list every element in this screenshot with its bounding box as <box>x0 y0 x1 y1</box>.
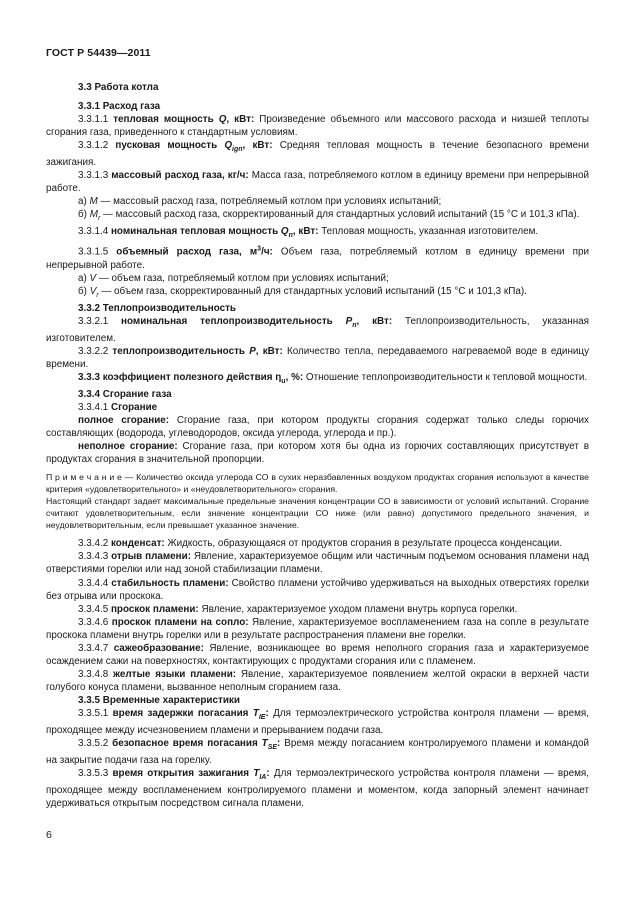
text-run: 3.3.2.1 <box>78 315 122 327</box>
page-number: 6 <box>46 829 52 841</box>
text-run: М <box>89 196 98 208</box>
paragraph <box>46 302 589 315</box>
paragraph <box>46 272 589 285</box>
paragraph <box>46 737 589 767</box>
text-run: 3.3.2.2 <box>78 345 113 357</box>
text-run: Q <box>280 226 289 238</box>
text-run: u <box>281 378 286 386</box>
text-run: Средняя тепловая мощность в течение безопасного времени зажигания. <box>46 140 589 169</box>
paragraph <box>46 767 589 810</box>
text-run: 3.3.1.5 <box>78 246 117 258</box>
text-run: P <box>249 345 256 357</box>
text-run: Тепловая мощность, указанная изготовителем. <box>318 226 539 238</box>
paragraph <box>46 100 589 113</box>
note-paragraph <box>46 472 589 496</box>
paragraph <box>46 208 589 225</box>
text-run: номинальная теплопроизводительность <box>121 315 346 327</box>
text-run: P <box>345 315 353 327</box>
text-run: 3.3.1.1 <box>78 114 114 126</box>
text-run: T <box>261 738 268 750</box>
text-run: время открытия зажигания <box>112 768 254 780</box>
text-run: T <box>253 768 260 780</box>
text-run: 3.3.4.3 <box>78 551 112 563</box>
paragraph <box>46 440 589 466</box>
text-run: , кВт: <box>292 226 319 238</box>
note-paragraph <box>46 496 589 531</box>
text-run: Явление, характеризуемое появлением желтой окраски в верхней части голубого конуса пламени, вызванное неполным сгоранием газа. <box>46 668 589 693</box>
paragraph <box>46 315 589 345</box>
text-run: Для термоэлектрического устройства контроля пламени — время, проходящее между воспламенением контролируемого пламени и моментом, когда запорный элемент начинает удерживаться открытым посредством сигнала пламени. <box>46 768 589 810</box>
text-run: а) <box>78 272 90 284</box>
text-run: 3.3.1.4 <box>78 226 111 238</box>
text-run: теплопроизводительность <box>112 345 250 357</box>
paragraph <box>46 577 589 603</box>
text-run: желтые языки пламени: <box>113 668 237 680</box>
text-run: б) <box>78 209 90 221</box>
text-run: Явление, характеризуемое общим или частичным подъемом основания пламени над отверстиями горелки или над зоной стабилизации пламени. <box>46 551 589 576</box>
paragraph <box>46 707 589 737</box>
text-run: — массовый расход газа, скорректированный для стандартных условий испытаний (15 °С и 101,3 кПа). <box>100 209 580 221</box>
text-run: 3.3.5 Временные характеристики <box>78 694 240 706</box>
text-run: Явление, возникающее во время неполного сгорания газа и характеризуемое осаждением сажи на поверхностях, контактирующих с продуктами сгорания или с пламенем. <box>46 642 589 667</box>
paragraph <box>46 113 589 139</box>
paragraph <box>46 225 589 242</box>
paragraph <box>46 642 589 668</box>
text-run: полное сгорание: <box>78 415 170 427</box>
text-run: неполное сгорание: <box>78 441 178 453</box>
text-run: Время между погасанием контролируемого пламени и командой на закрытие подачи газа на горелку. <box>46 738 589 767</box>
text-run: Отношение теплопроизводительности к тепловой мощности. <box>303 372 588 384</box>
text-run: Явление, характеризуемое воспламенением газа на сопле в результате проскока пламени внутрь горелки или в результате распространения пламени вне горелки. <box>46 616 589 641</box>
text-run: Жидкость, образующаяся от продуктов сгорания в результате процесса конденсации. <box>164 538 562 550</box>
paragraph <box>46 285 589 302</box>
text-run: М <box>89 209 98 221</box>
text-run: Q <box>218 114 227 126</box>
paragraph <box>46 414 589 440</box>
text-run: номинальная тепловая мощность <box>110 226 281 238</box>
paragraph <box>46 242 589 271</box>
text-run: Для термоэлектрического устройства контроля пламени — время, проходящее между исчезновением пламени и прерыванием подачи газа. <box>46 707 589 736</box>
paragraph <box>46 371 589 388</box>
text-run: отрыв пламени: <box>111 551 191 563</box>
text-run: Теплопроизводительность, указанная изготовителем. <box>46 315 589 344</box>
text-run: 3.3.4.6 <box>78 616 112 628</box>
text-run: б) <box>78 285 90 297</box>
text-run: IE <box>258 713 266 721</box>
text-run: 3.3.4.1 <box>78 402 111 414</box>
text-run: — объем газа, скорректированный для стандартных условий испытаний (15 °С и 101,3 кПа). <box>98 285 527 297</box>
text-run: — массовый расход газа, потребляемый котлом при условиях испытаний; <box>97 196 442 208</box>
text-run: , кВт: <box>226 114 255 126</box>
text-run: пусковая мощность <box>115 140 225 152</box>
text-run: Сгорание газа, при котором хотя бы одна из горючих составляющих присутствует в продуктах сгорания в значительной пропорции. <box>46 441 590 466</box>
paragraph <box>46 139 589 169</box>
text-run: 3.3.2 Теплопроизводительность <box>78 302 237 314</box>
text-run: V <box>89 272 97 284</box>
text-run: r <box>97 215 101 223</box>
document-header: ГОСТ Р 54439—2011 <box>46 47 151 59</box>
paragraph <box>46 668 589 694</box>
text-run: r <box>96 291 99 299</box>
text-run: Настоящий стандарт задает максимальные предельные значения концентрации СО в зависимости от условий испытаний. Сгорание считают удовлетворительным, если значение концентрации СО ниже (или равно) допустимого предельного значения, и неудовлетворительным, если превышает указанное значение. <box>46 495 589 530</box>
document-body <box>46 81 589 810</box>
text-run: , кВт: <box>356 315 393 327</box>
text-run: Сгорание <box>110 402 158 414</box>
text-run: 3.3.4.4 <box>78 577 112 589</box>
text-run: Объем газа, потребляемый котлом в единицу времени при непрерывной работе. <box>46 246 589 271</box>
text-run: 3.3.1 Расход газа <box>78 101 161 113</box>
text-run: : <box>277 738 281 750</box>
text-run: а) <box>78 196 90 208</box>
text-run: IA <box>259 774 267 782</box>
text-run: : <box>265 707 269 719</box>
paragraph <box>46 537 589 550</box>
text-run: Масса газа, потребляемого котлом в единицу времени при непрерывной работе. <box>46 170 589 195</box>
text-run: Свойство пламени устойчиво удерживаться на выходных отверстиях горелки без отрыва или проскока. <box>46 577 589 602</box>
text-run: 3.3.3 коэффициент полезного действия η <box>78 372 282 384</box>
paragraph <box>46 694 589 707</box>
paragraph <box>46 345 589 371</box>
paragraph <box>46 401 589 414</box>
text-run: Q <box>224 140 233 152</box>
text-run: 3.3.5.1 <box>78 707 113 719</box>
text-run: Произведение объемного или массового расхода и низшей теплоты сгорания газа, приведенного к стандартным условиям. <box>46 114 589 139</box>
text-run: SE <box>267 744 278 751</box>
text-run: 3 <box>257 245 262 253</box>
paragraph <box>46 388 589 401</box>
paragraph <box>46 195 589 208</box>
text-run: 3.3.4 Сгорание газа <box>78 389 172 401</box>
text-run: T <box>252 707 259 719</box>
text-run: 3.3.1.2 <box>78 140 116 152</box>
text-run: 3.3.5.2 <box>78 738 113 750</box>
text-run: Количество тепла, передаваемого нагреваемой воде в единицу времени. <box>46 345 590 371</box>
text-run: 3.3.5.3 <box>78 768 113 780</box>
paragraph <box>46 169 589 195</box>
text-run: сажеобразование: <box>113 642 204 654</box>
text-run: 3.3.4.7 <box>78 642 114 654</box>
text-run: проскок пламени на сопло: <box>111 616 249 628</box>
text-run: , кВт: <box>255 345 283 357</box>
text-run: , кВт: <box>242 140 273 152</box>
text-run: ign <box>232 146 243 154</box>
text-run: — объем газа, потребляемый котлом при условиях испытаний; <box>96 272 389 284</box>
text-run: П р и м е ч а н и е — Количество оксида углерода СО в сухих неразбавленных воздухом продуктах сгорания используют в качестве критерия «удовлетворительного» и «неудовлетворительного» сгорания. <box>46 472 589 495</box>
text-run: стабильность пламени: <box>111 577 229 589</box>
text-run: , %: <box>285 372 304 384</box>
paragraph <box>46 603 589 616</box>
paragraph <box>46 81 589 94</box>
text-run: время задержки погасания <box>112 707 253 719</box>
text-run: проскок пламени: <box>110 603 199 615</box>
text-run: 3.3 Работа котла <box>78 82 159 93</box>
text-run: V <box>89 285 97 297</box>
text-run: Явление, характеризуемое уходом пламени внутрь корпуса горелки. <box>198 603 518 615</box>
paragraph <box>46 550 589 576</box>
text-run: объемный расход газа, м <box>116 246 258 258</box>
paragraph <box>46 616 589 642</box>
text-run: 3.3.1.3 <box>78 170 112 182</box>
text-run: 3.3.4.5 <box>78 603 111 615</box>
text-run: n <box>288 232 293 240</box>
text-run: безопасное время погасания <box>112 738 262 750</box>
text-run: n <box>352 321 357 329</box>
text-run: конденсат: <box>110 538 165 550</box>
text-run: массовый расход газа, кг/ч: <box>111 170 249 182</box>
text-run: 3.3.4.2 <box>78 538 111 550</box>
text-run: Сгорание газа, при котором продукты сгорания содержат только следы горючих составляющих (водорода, углеводородов, оксида углерода, углерода и пр.). <box>46 415 589 440</box>
text-run: /ч: <box>261 246 273 258</box>
text-run: : <box>266 768 270 780</box>
text-run: тепловая мощность <box>113 114 219 126</box>
text-run: 3.3.4.8 <box>78 668 114 680</box>
